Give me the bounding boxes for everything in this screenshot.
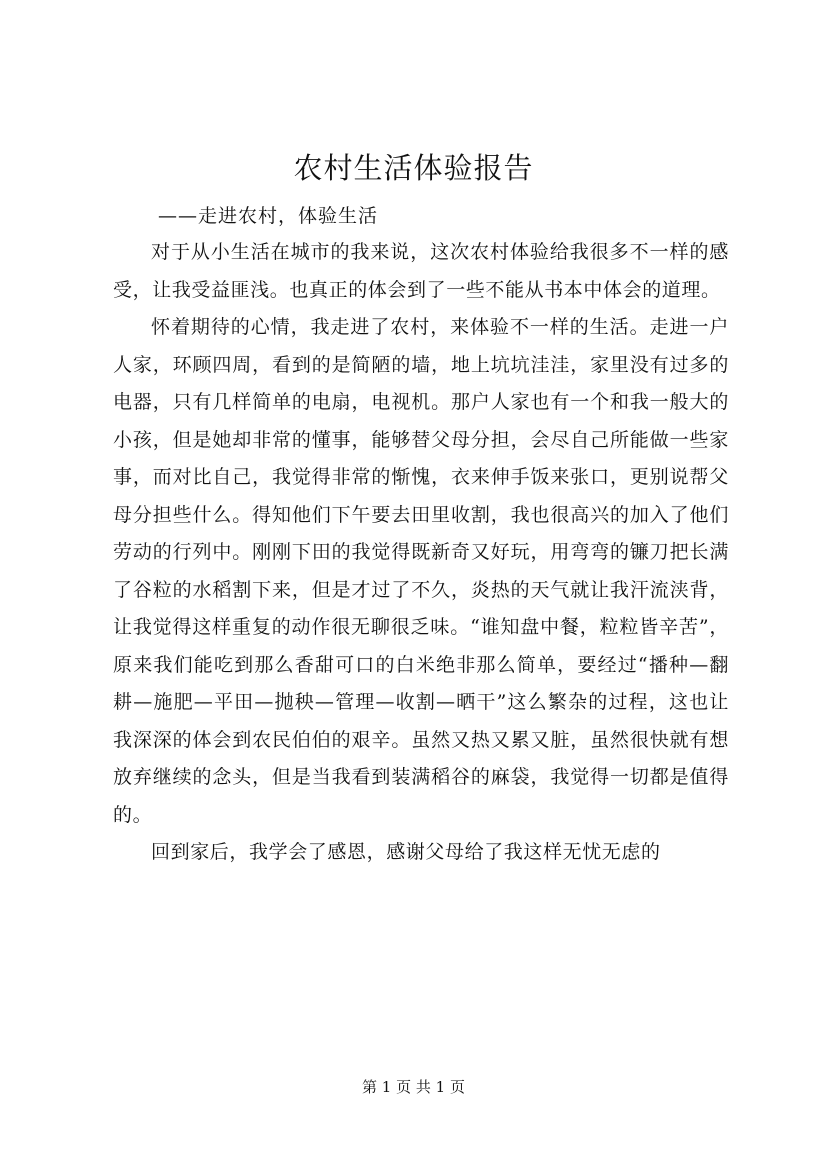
document-body — [113, 234, 729, 872]
paragraph-1: 对于从小生活在城市的我来说，这次农村体验给我很多不一样的感受，让我受益匪浅。也真正的体会到了一些不能从书本中体会的道理。 — [113, 241, 729, 301]
page-footer: 第 1 页 共 1 页 — [362, 1078, 465, 1096]
document-title: 农村生活体验报告 — [293, 151, 534, 185]
document-subtitle: ——走进农村，体验生活 — [158, 205, 379, 227]
paragraph-3: 回到家后，我学会了感恩，感谢父母给了我这样无忧无虑的 — [151, 841, 661, 863]
paragraph-2: 怀着期待的心情，我走进了农村，来体验不一样的生活。走进一户人家，环顾四周，看到的是简陋的墙，地上坑坑洼洼，家里没有过多的电器，只有几样简单的电扇，电视机。那户人家也有一个和我一般大的小孩，但是她却非常的懂事，能够替父母分担，会尽自己所能做一些家事，而对比自己，我觉得非常的惭愧，衣来伸手饭来张口，更别说帮父母分担些什么。得知他们下午要去田里收割，我也很高兴的加入了他们劳动的行列中。刚刚下田的我觉得既新奇又好玩，用弯弯的镰刀把长满了谷粒的水稻割下来，但是才过了不久，炎热的天气就让我汗流浃背，让我觉得这样重复的动作很无聊很乏味。“谁知盘中餐，粒粒皆辛苦”，原来我们能吃到那么香甜可口的白米绝非那么简单，要经过“播种—翻耕—施肥—平田—抛秧—管理—收割—晒干”这么繁杂的过程，这也让我深深的体会到农民伯伯的艰辛。虽然又热又累又脏，虽然很快就有想放弃继续的念头，但是当我看到装满稻谷的麻袋，我觉得一切都是值得的。 — [113, 316, 729, 826]
